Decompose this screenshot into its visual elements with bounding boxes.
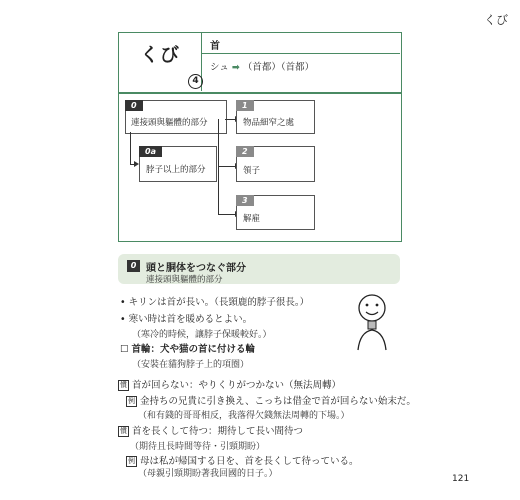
idiom-gloss: （期待且長時間等待・引頸期盼） <box>130 442 266 452</box>
example-sentence: • キリンは首が長い。（長頸鹿的脖子很長。） <box>120 297 310 308</box>
diagram-branch-label: 物品細窄之處 <box>243 118 295 128</box>
idiom-translation: （母親引頸期盼著我回國的日子。） <box>138 469 278 479</box>
arrow-right-icon: ➡ <box>231 62 240 73</box>
sense-subtitle: 連接頭與軀體的部分 <box>146 275 223 285</box>
idiom-example <box>126 453 359 467</box>
checkbox-icon: ☐ <box>120 344 132 355</box>
divider <box>202 53 400 54</box>
connector-line <box>225 119 235 120</box>
idiom-example <box>126 393 416 407</box>
example-mark: 例 <box>128 397 135 405</box>
page-number: 121 <box>452 474 470 484</box>
compound-entry <box>120 341 255 355</box>
example-translation: （寒冷的時候，讓脖子保暖較好。） <box>132 330 272 340</box>
diagram-sub-label: 脖子以上的部分 <box>146 165 206 175</box>
diagram-branch-tag: 3 <box>236 195 254 206</box>
diagram-sub-tag: 0a <box>139 146 162 157</box>
idiom-mark: 慣 <box>120 427 127 435</box>
sense-count-badge: 4 <box>188 74 203 89</box>
idiom-example-text: 母は私が帰国する日を、首を長くして待っている。 <box>140 456 359 467</box>
idiom-translation: （和有錢的哥哥相反，我落得欠錢無法周轉的下場。） <box>138 411 350 421</box>
compound-label: 首輪：犬や猫の首に付ける輪 <box>131 344 256 355</box>
arrow-right-icon <box>134 161 139 167</box>
diagram-main-label: 連接頭與軀體的部分 <box>131 118 208 128</box>
idiom-line <box>118 377 341 391</box>
onyomi-line <box>210 59 314 73</box>
idiom-line <box>118 423 303 437</box>
connector-line <box>218 166 235 167</box>
headword: くび <box>139 44 180 66</box>
connector-line <box>130 132 131 164</box>
sense-number: 0 <box>127 260 140 272</box>
idiom-example-text: 金持ちの兄貴に引き換え、こっちは借金で首が回らない始末だ。 <box>140 396 416 407</box>
onyomi-examples: （首都）（首都） <box>242 62 315 73</box>
kanji-form: 首 <box>210 41 220 52</box>
diagram-branch-tag: 2 <box>236 146 254 157</box>
connector-line <box>218 214 235 215</box>
diagram-main-tag: 0 <box>125 100 143 111</box>
idiom-text: 首が回らない：やりくりがつかない（無法周轉） <box>132 380 342 391</box>
person-icon <box>350 292 394 352</box>
diagram-branch-tag: 1 <box>236 100 254 111</box>
compound-gloss: （安裝在貓狗脖子上的項圈） <box>132 360 250 370</box>
sense-title: 頭と胴体をつなぐ部分 <box>146 263 246 274</box>
idiom-mark: 慣 <box>120 381 127 389</box>
example-mark: 例 <box>128 457 135 465</box>
diagram-branch-label: 解雇 <box>243 214 261 224</box>
example-sentence: • 寒い時は首を暖めるとよい。 <box>120 314 253 325</box>
running-head: くび <box>484 13 509 27</box>
diagram-branch-label: 領子 <box>243 166 261 176</box>
onyomi: シュ <box>210 62 229 73</box>
idiom-text: 首を長くして待つ：期待して長い間待つ <box>132 426 304 437</box>
